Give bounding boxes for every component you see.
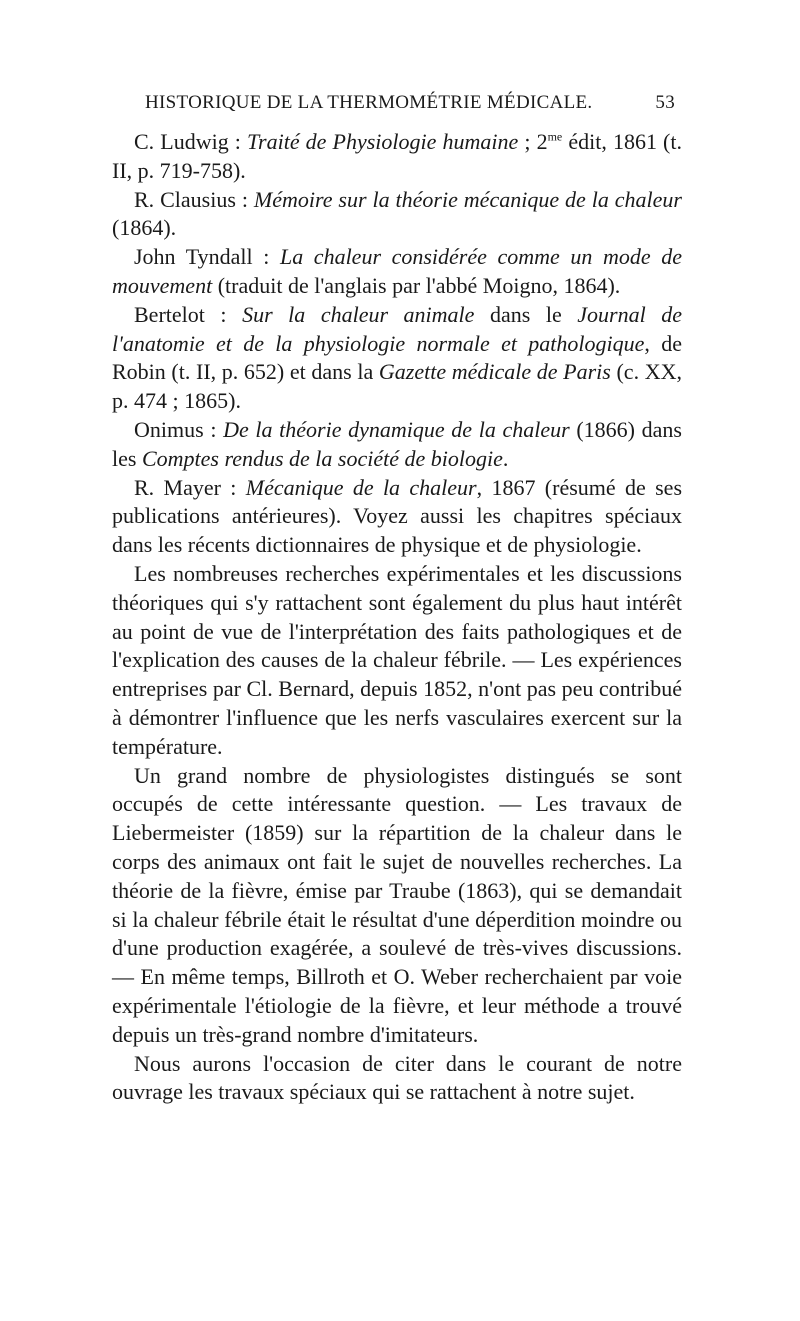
edition-superscript: me [547, 129, 563, 144]
paragraph-recherches: Les nombreuses recherches expérimentales et les discussions théoriques qui s'y rattachent sont également du plus haut intérêt au point de vue de l'interprétation des faits pathologiques et de l'explication des causes de la chaleur fébrile. — Les expériences entreprises par Cl. Bernard, depuis 1852, n'ont pas peu contribué à démontrer l'influence que les nerfs vasculaires exercent sur la température. [112, 560, 682, 759]
page-header [145, 92, 675, 114]
reference-title: Mémoire sur la théorie mécanique de la chaleur [253, 186, 682, 212]
running-title: HISTORIQUE DE LA THERMOMÉTRIE MÉDICALE. [145, 92, 593, 113]
journal-title: Comptes rendus de la société de biologie [141, 445, 503, 471]
reference-connector: , de Robin (t. II, p. 652) et dans la [112, 330, 683, 385]
body-text [112, 128, 682, 1107]
reference-connector: dans le [474, 301, 578, 327]
journal-title: Gazette médicale de Paris [378, 359, 611, 385]
reference-connector: (1866) dans les [112, 416, 682, 471]
reference-author: Onimus : [134, 416, 224, 442]
reference-author: John Tyndall : [134, 244, 280, 270]
reference-bertelot [112, 301, 682, 416]
reference-title: Mécanique de la chaleur [245, 474, 477, 500]
reference-title: La chaleur considérée comme un mode de mouvement [112, 244, 682, 298]
journal-title: Journal de l'anatomie et de la physiologie normale et pathologique [112, 301, 683, 356]
reference-details: . [502, 445, 509, 471]
reference-title: Traité de Physiologie humaine [247, 129, 519, 154]
reference-author: Bertelot : [134, 301, 243, 327]
reference-details: (1864). [112, 215, 177, 241]
reference-title: Sur la chaleur animale [242, 301, 475, 327]
reference-title: De la théorie dynamique de la chaleur [223, 416, 570, 442]
reference-details: (c. XX, p. 474 ; 1865). [112, 359, 682, 414]
reference-onimus [112, 416, 682, 474]
page-number: 53 [655, 92, 675, 113]
reference-tyndall [112, 243, 682, 301]
reference-ludwig [112, 128, 682, 186]
reference-mayer [112, 474, 682, 560]
edition-number: 2 [536, 129, 548, 154]
reference-details: , 1867 (résumé de ses publications antérieures). Voyez aussi les chapitres spéciaux dans les récents dictionnaires de physique et de physiologie. [112, 474, 683, 558]
paragraph-conclusion: Nous aurons l'occasion de citer dans le courant de notre ouvrage les travaux spéciaux qui se rattachent à notre sujet. [112, 1050, 682, 1105]
reference-author: C. Ludwig : [134, 129, 248, 154]
reference-separator: ; [518, 129, 537, 154]
reference-details: édit, 1861 (t. II, p. 719-758). [112, 129, 682, 183]
reference-details: (traduit de l'anglais par l'abbé Moigno, 1864). [212, 272, 621, 298]
reference-author: R. Clausius : [134, 186, 254, 212]
reference-clausius [112, 186, 682, 244]
paragraph-physiologistes: Un grand nombre de physiologistes distingués se sont occupés de cette intéressante question. — Les travaux de Liebermeister (1859) sur la répartition de la chaleur dans le corps des animaux ont fait le sujet de nouvelles recherches. La théorie de la fièvre, émise par Traube (1863), qui se demandait si la chaleur fébrile était le résultat d'une déperdition moindre ou d'une production exagérée, a soulevé de très-vives discussions. — En même temps, Billroth et O. Weber recherchaient par voie expérimentale l'étiologie de la fièvre, et leur méthode a trouvé depuis un très-grand nombre d'imitateurs. [112, 762, 682, 1047]
reference-author: R. Mayer : [134, 474, 246, 500]
